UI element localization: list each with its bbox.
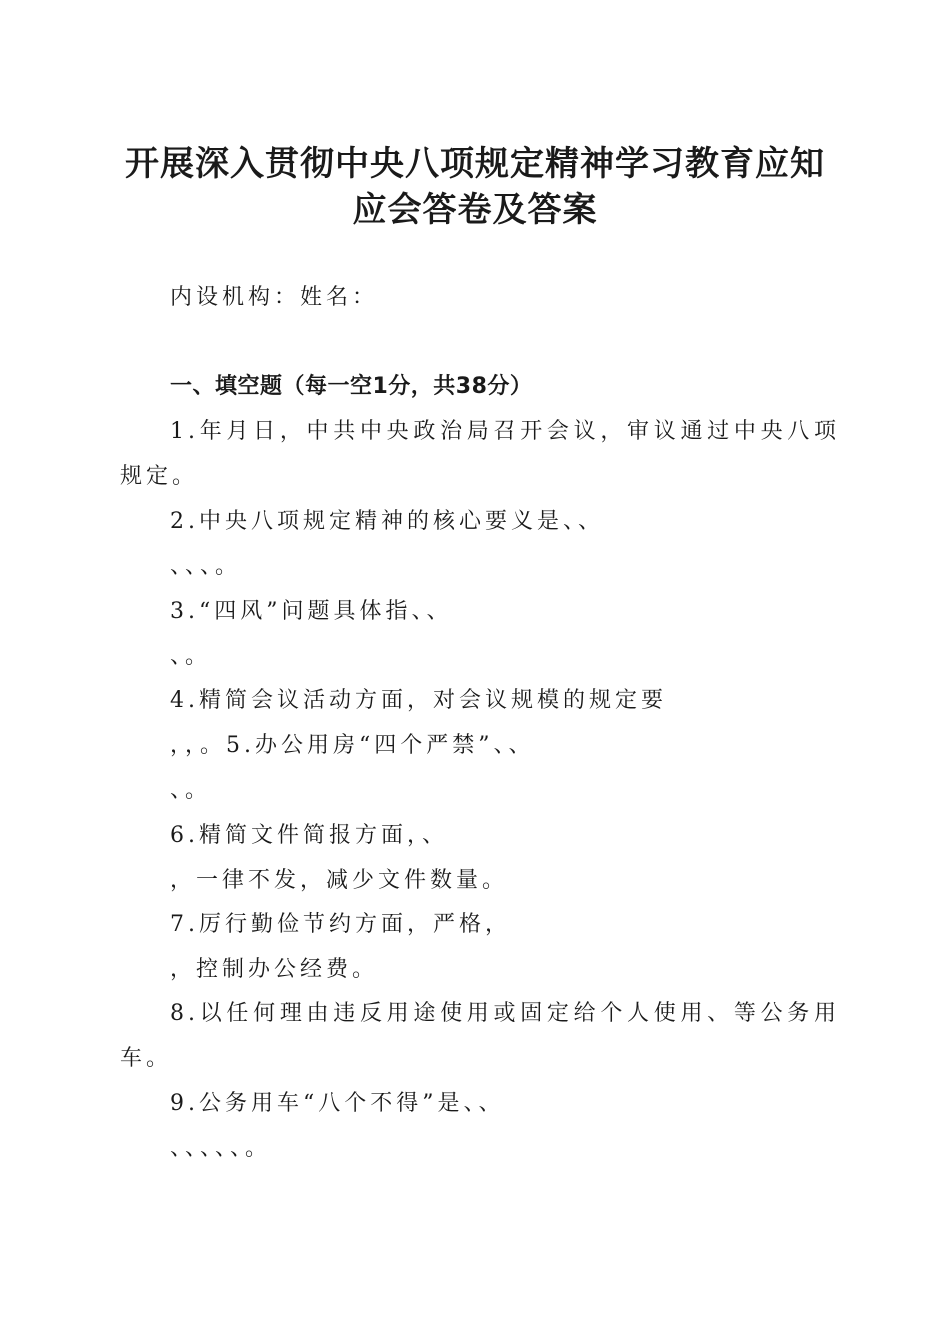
- question-8-line-1: 8.以任何理由违反用途使用或固定给个人使用、等公务用: [170, 1001, 840, 1026]
- question-5-line-2: 、。: [170, 778, 212, 803]
- question-2-line-2: 、、、。: [170, 554, 242, 579]
- section-heading: 一、填空题（每一空1分，共38分）: [170, 374, 533, 399]
- question-1-line-2: 规定。: [120, 464, 199, 489]
- question-4-line-1: 4.精简会议活动方面，对会议规模的规定要: [170, 688, 667, 713]
- question-9-line-2: 、、、、、。: [170, 1136, 272, 1161]
- question-7-line-1: 7.厉行勤俭节约方面，严格，: [170, 912, 511, 937]
- question-4-5-line: ，，。5.办公用房“四个严禁”、、: [170, 733, 535, 758]
- question-6-line-1: 6.精简文件简报方面，、: [170, 823, 448, 848]
- question-3-line-1: 3.“四风”问题具体指、、: [170, 599, 453, 624]
- question-7-line-2: ，控制办公经费。: [170, 957, 379, 982]
- info-line: 内设机构：姓名：: [170, 285, 379, 310]
- question-1-line-1: 1.年月日，中共中央政治局召开会议，审议通过中央八项: [170, 419, 840, 444]
- question-6-line-2: ，一律不发，减少文件数量。: [170, 868, 509, 893]
- document-title-line-1: 开展深入贯彻中央八项规定精神学习教育应知: [125, 144, 825, 184]
- question-3-line-2: 、。: [170, 644, 212, 669]
- question-2-line-1: 2.中央八项规定精神的核心要义是、、: [170, 509, 604, 534]
- document-title-line-2: 应会答卷及答案: [352, 190, 598, 230]
- question-9-line-1: 9.公务用车“八个不得”是、、: [170, 1091, 505, 1116]
- question-8-line-2: 车。: [120, 1046, 173, 1071]
